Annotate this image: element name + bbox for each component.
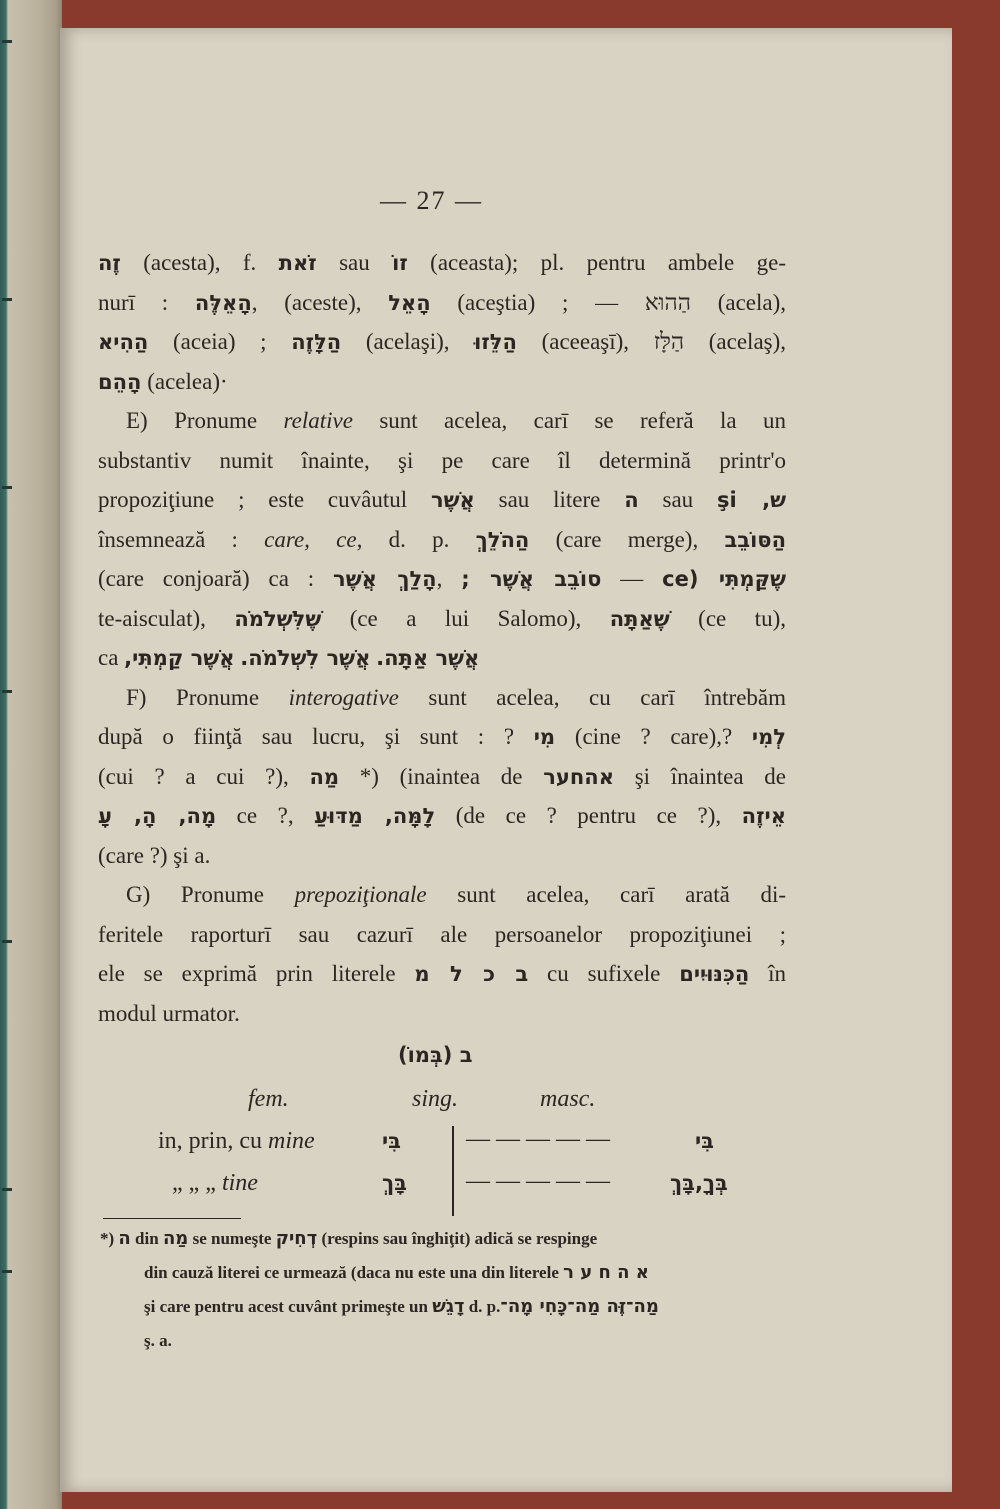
line-segment: הַסּוֹבֵב	[724, 527, 786, 552]
row-left: „ „ „	[172, 1170, 222, 1196]
footnote-line	[100, 1324, 800, 1358]
text-line	[98, 362, 786, 402]
line-segment: sunt acelea, carī arată di-	[426, 882, 786, 907]
text-line	[98, 796, 786, 836]
line-segment: (care conjoară) ca :	[98, 566, 334, 591]
text-line	[98, 757, 786, 797]
body-text	[98, 243, 786, 1033]
footnote-segment: din cauză literei ce urmează (daca nu este una din literele	[144, 1263, 564, 1282]
line-segment: (ce a lui Salomo),	[321, 605, 610, 631]
line-segment: sunt acelea, carī se referă la un	[352, 408, 786, 433]
line-segment: în	[749, 961, 786, 986]
row-he-mid: בָּךְ	[382, 1171, 407, 1195]
text-line	[98, 717, 786, 757]
line-segment: שֶׁקַּמְתִּי (ce	[662, 567, 786, 591]
row-left: in, prin, cu	[158, 1128, 268, 1154]
line-segment: סוֹבֵב אֲשֶׁר ;	[461, 567, 602, 591]
header-masc: masc.	[540, 1086, 596, 1112]
table-row	[158, 1128, 315, 1155]
spine-mark	[2, 1188, 12, 1191]
text-line	[98, 322, 786, 362]
line-segment: după o fiinţă sau lucru, şi sunt : ?	[98, 724, 534, 749]
line-segment: (acesta), f.	[120, 250, 279, 275]
line-segment: propoziţiune ; este cuvâutul	[98, 487, 431, 512]
footnote-line	[100, 1290, 800, 1324]
text-line	[98, 283, 786, 323]
subheading: ב (בְּמוֹ)	[398, 1043, 473, 1067]
footnote-segment: דָגֵשׁ	[432, 1296, 465, 1317]
line-segment: אהחער	[543, 764, 614, 789]
line-segment: prepoziţionale	[294, 882, 427, 907]
line-segment: relative	[283, 408, 353, 433]
footnote-segment: דְחִיק	[275, 1228, 318, 1249]
text-line	[98, 678, 786, 718]
line-segment: E) Pronume	[126, 408, 284, 433]
line-segment: זֹאת	[278, 251, 317, 275]
line-segment: *) (inaintea de	[339, 763, 544, 789]
footnote-segment: se numeşte	[188, 1229, 276, 1248]
line-segment: (cui ? a cui ?),	[98, 763, 310, 789]
footnote-segment: *)	[100, 1229, 119, 1248]
line-segment: (care ?) şi a.	[98, 842, 211, 868]
footnote-segment: מַה־זֶּה מַה־כָּחִי מָה־	[500, 1296, 659, 1317]
line-segment: d. p.	[362, 526, 476, 552]
footnote-segment: (respins sau înghiţit) adică se respinge	[317, 1229, 598, 1248]
row-dashes: — — — — —	[466, 1126, 610, 1152]
line-segment: לְמִי	[751, 725, 786, 749]
text-line	[98, 441, 786, 481]
line-segment: מָה, הָ, עָ	[98, 804, 217, 828]
line-segment: G) Pronume	[126, 882, 295, 907]
line-segment: ce ?,	[216, 803, 315, 828]
line-segment: (de ce ? pentru ce ?),	[435, 803, 742, 828]
footnote-segment: d. p.	[464, 1297, 501, 1316]
line-segment: sau	[316, 250, 393, 275]
line-segment: (acelea)·	[141, 368, 228, 394]
spine-mark	[2, 298, 12, 301]
line-segment: , (aceste),	[251, 289, 389, 315]
line-segment: ה	[624, 488, 639, 512]
line-segment: ca	[98, 645, 125, 670]
line-segment: שֶׁלִּשְׁלֹמֹה	[234, 606, 322, 631]
line-segment: ele se exprimă prin literele	[98, 961, 415, 986]
row-dashes: — — — — —	[466, 1168, 610, 1194]
spine-mark	[2, 690, 12, 693]
line-segment: feritele raporturī sau cazurī ale persoanelor propoziţiunei ;	[98, 921, 786, 947]
line-segment: הָאֵלֶּה	[194, 290, 252, 315]
row-left-italic: tine	[221, 1170, 258, 1196]
footnote-line	[100, 1222, 800, 1256]
spine-mark	[2, 940, 12, 943]
text-line	[98, 401, 786, 441]
text-line	[98, 638, 786, 678]
spine-mark	[2, 486, 12, 489]
line-segment: שֶׁאַתָּה	[609, 606, 670, 631]
line-segment: שׁ, şi	[717, 488, 786, 512]
line-segment: אֵיזֶה	[741, 804, 786, 828]
line-segment: interogative	[288, 684, 399, 710]
footnote-segment: din	[130, 1229, 163, 1248]
line-segment: הָהֵם	[98, 369, 142, 394]
spine-mark	[2, 1270, 12, 1273]
line-segment: (aceasta); pl. pentru ambele ge-	[407, 250, 786, 275]
line-segment: הָלַךְ אֲשֶׁר	[333, 567, 437, 591]
line-segment: זֶה	[98, 251, 121, 275]
line-segment: הַלָּזֶה	[291, 330, 342, 354]
header-fem: fem.	[248, 1086, 289, 1112]
line-segment: אֲשֶׁר אַתָּה.	[376, 646, 480, 670]
page-number: — 27 —	[380, 186, 483, 215]
row-left-italic: mine	[267, 1128, 315, 1154]
line-segment: (aceia) ;	[148, 329, 292, 354]
line-segment: cu sufixele	[528, 961, 680, 986]
line-segment: (acelaşi),	[341, 329, 475, 354]
text-line	[98, 836, 786, 876]
footnote-segment: ה	[118, 1228, 131, 1249]
line-segment: ב כ ל מ	[414, 962, 529, 986]
line-segment: הַהֹלֵךְ	[475, 527, 530, 552]
table-divider	[452, 1126, 454, 1216]
line-segment: הָאֵל	[388, 290, 431, 315]
line-segment: însemnează :	[98, 526, 265, 552]
line-segment: הַהוּא (acela),	[644, 289, 786, 315]
line-segment: F) Pronume	[126, 684, 289, 710]
line-segment: (aceeaşī), הַלָּז (acelaş),	[516, 329, 786, 354]
line-segment: nurī :	[98, 289, 195, 315]
line-segment: sau litere	[474, 487, 625, 512]
text-line	[98, 994, 786, 1034]
footnote-rule	[103, 1218, 241, 1219]
spine-mark	[2, 40, 12, 43]
line-segment: אֲשֶׁר	[430, 488, 475, 512]
text-line	[98, 480, 786, 520]
line-segment: sunt acelea, cu carī întrebăm	[398, 684, 786, 710]
text-line	[98, 599, 786, 639]
footnote-segment: מַה	[162, 1228, 189, 1249]
line-segment: modul urmator.	[98, 1000, 240, 1026]
line-segment: (care merge),	[529, 526, 725, 552]
text-line	[98, 915, 786, 955]
line-segment: הַלֵּזוּ	[474, 330, 517, 354]
line-segment: מַה	[309, 764, 340, 789]
footnote-segment: א ה ח ע ר	[563, 1262, 649, 1283]
text-line	[98, 520, 786, 560]
line-segment: הַהִיא	[98, 330, 149, 354]
line-segment: substantiv numit înainte, şi pe care îl determină printr'o	[98, 447, 786, 473]
text-line	[98, 243, 786, 283]
table-row	[172, 1170, 258, 1197]
line-segment: הַכִּנּוּיִים	[679, 962, 750, 986]
line-segment: לָמָּה, מַדּוּעַ	[314, 804, 436, 828]
line-segment: אֲשֶׁר קַמְתִּי,	[124, 646, 235, 670]
footnote	[100, 1222, 800, 1358]
row-he-right: בִּי	[695, 1129, 714, 1153]
text-line	[98, 875, 786, 915]
line-segment: şi înaintea de	[614, 763, 786, 789]
header-sing: sing.	[412, 1086, 459, 1112]
line-segment: אֲשֶׁר לִשְׁלֹמֹה.	[240, 646, 371, 670]
line-segment: מִי	[533, 725, 556, 749]
line-segment: (cine ? care),?	[555, 724, 752, 749]
line-segment: (aceştia) ; —	[430, 289, 645, 315]
row-he-mid: בִּי	[382, 1129, 401, 1153]
text-line	[98, 559, 786, 599]
line-segment: te-aisculat),	[98, 605, 235, 631]
book-spine-edge	[0, 0, 62, 1509]
line-segment: sau	[638, 487, 717, 512]
line-segment: ,	[436, 566, 462, 591]
line-segment: זוֹ	[392, 251, 408, 275]
line-segment: care, ce,	[264, 526, 363, 552]
line-segment: (ce tu),	[669, 605, 786, 631]
line-segment: —	[601, 566, 663, 591]
footnote-segment: şi care pentru acest cuvânt primeşte un	[144, 1297, 433, 1316]
footnote-segment: ş. a.	[144, 1331, 172, 1350]
text-line	[98, 954, 786, 994]
row-he-right: בְּךָ,בָּךְ	[670, 1171, 728, 1195]
footnote-line	[100, 1256, 800, 1290]
